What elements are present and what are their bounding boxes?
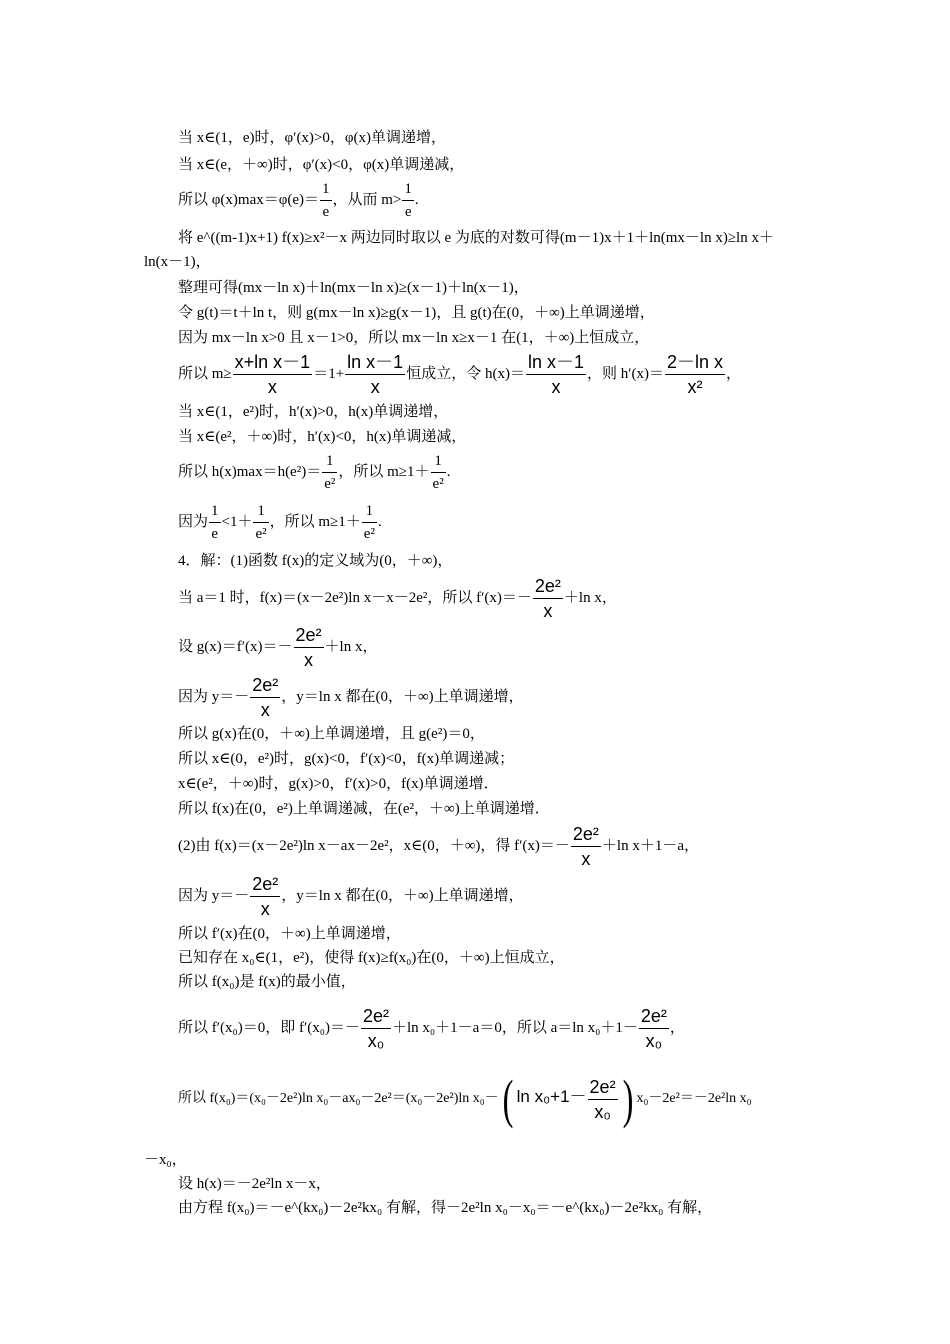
fx0-line <box>178 1069 752 1129</box>
numerator: 2－ln x <box>665 350 725 375</box>
text-line: 所以 g(x)在(0，＋∞)上单调递增，且 g(e²)＝0， <box>178 726 485 742</box>
text-line: 当 x∈(1，e)时，φ′(x)>0，φ(x)单调递增， <box>178 130 447 146</box>
denominator: e <box>211 526 219 542</box>
text: . <box>414 191 419 208</box>
text-line: 当 x∈(1，e²)时，h′(x)>0，h(x)单调递增， <box>178 404 449 420</box>
left-paren: ( <box>502 1069 514 1129</box>
text-line: 已知存在 x₀∈(1，e²)，使得 f(x)≥f(x₀)在(0，＋∞)上恒成立， <box>178 950 565 966</box>
a1-line <box>178 574 617 623</box>
fraction <box>233 350 313 399</box>
fraction <box>431 450 446 495</box>
numerator: ln x－1 <box>345 350 405 375</box>
text: 所以 f(x₀)＝(x₀－2e²)ln x₀－ax₀－2e²＝(x₀－2e²)ln x₀－ <box>178 1091 499 1107</box>
denominator: x <box>304 650 314 670</box>
fraction <box>253 500 268 545</box>
denominator: x₀ <box>367 1031 385 1051</box>
text-line: －x₀， <box>144 1152 187 1168</box>
text: . <box>377 513 382 530</box>
text: 所以 f′(x₀)＝0，即 f′(x₀)＝－ <box>178 1019 360 1036</box>
numerator: 2e² <box>571 822 601 847</box>
fraction <box>250 872 280 921</box>
text: ＋ln x＋1－a， <box>601 837 699 854</box>
text: ， <box>669 1019 685 1036</box>
fraction <box>588 1075 618 1124</box>
fraction <box>361 1004 391 1053</box>
g-def-line <box>178 623 377 672</box>
denominator: x <box>260 700 270 720</box>
text: (2)由 f(x)＝(x－2e²)ln x－ax－2e²，x∈(0，＋∞)，得 f′(x)＝－ <box>178 837 570 854</box>
text-line: ln(x－1)， <box>144 254 211 270</box>
numerator: 2e² <box>361 1004 391 1029</box>
fprime-zero-line <box>178 1004 685 1053</box>
fraction <box>209 500 221 545</box>
text-line: 当 x∈(e，＋∞)时，φ′(x)<0，φ(x)单调递减， <box>178 157 465 173</box>
fraction <box>320 178 332 223</box>
numerator: ln x－1 <box>526 350 586 375</box>
numerator: 2e² <box>250 673 280 698</box>
denominator: x <box>581 849 591 869</box>
denominator: x₀ <box>645 1031 663 1051</box>
part2-line <box>178 822 699 871</box>
y-increasing-line <box>178 673 524 722</box>
text: <1＋ <box>221 513 253 530</box>
text: ，则 h′(x)＝ <box>586 365 665 382</box>
denominator: x₀ <box>594 1101 611 1122</box>
m-inequality-line <box>178 350 741 399</box>
denominator: e² <box>255 526 267 542</box>
fraction <box>639 1004 669 1053</box>
denominator: x <box>260 899 270 919</box>
text-line: 因为 mx－ln x>0 且 x－1>0，所以 mx－ln x≥x－1 在(1，＋∞)上恒成立， <box>178 330 650 346</box>
text-line: 所以 f(x₀)是 f(x)的最小值， <box>178 974 356 990</box>
fraction <box>526 350 586 399</box>
text: 所以 m≥ <box>178 365 232 382</box>
numerator: 2e² <box>639 1004 669 1029</box>
text: x₀－2e²＝－2e²ln x₀ <box>636 1091 752 1107</box>
text-line: 由方程 f(x₀)＝－e^(kx₀)－2e²kx₀ 有解，得－2e²ln x₀－x₀＝－e^(kx₀)－2e²kx₀ 有解， <box>178 1200 713 1216</box>
numerator: 2e² <box>250 872 280 897</box>
text: 所以 φ(x)max＝φ(e)＝ <box>178 191 320 208</box>
numerator: 1 <box>320 178 332 201</box>
fraction <box>250 673 280 722</box>
fraction <box>294 623 324 672</box>
text: . <box>446 463 451 480</box>
numerator: 2e² <box>533 574 563 599</box>
text: 因为 y＝－ <box>178 688 250 705</box>
fraction <box>571 822 601 871</box>
text: ，所以 m≥1＋ <box>338 463 430 480</box>
text-line: 所以 f(x)在(0，e²)上单调递减，在(e²，＋∞)上单调递增． <box>178 801 550 817</box>
numerator: 1 <box>322 450 337 473</box>
because-line <box>178 500 382 545</box>
text: 当 a＝1 时，f(x)＝(x－2e²)ln x－x－2e²，所以 f′(x)＝－ <box>178 589 532 606</box>
text: ＝1+ <box>313 365 345 382</box>
fraction <box>402 178 414 223</box>
denominator: e² <box>432 476 444 492</box>
text: ，从而 m> <box>332 191 402 208</box>
denominator: x <box>551 377 561 397</box>
denominator: e² <box>363 526 375 542</box>
text: 恒成立，令 h(x)＝ <box>406 365 525 382</box>
denominator: x <box>267 377 277 397</box>
numerator: 2e² <box>294 623 324 648</box>
fraction <box>362 500 377 545</box>
denominator: x <box>543 601 553 621</box>
numerator: 2e² <box>588 1075 618 1100</box>
right-paren: ) <box>622 1069 633 1129</box>
fraction <box>345 350 405 399</box>
text: ＋ln x₀＋1－a＝0，所以 a＝ln x₀＋1－ <box>392 1019 638 1036</box>
denominator: x <box>370 377 380 397</box>
text-line: 当 x∈(e²，＋∞)时，h′(x)<0，h(x)单调递减， <box>178 429 467 445</box>
text: 设 g(x)＝f′(x)＝－ <box>178 638 293 655</box>
numerator: 1 <box>431 450 446 473</box>
text: ， <box>726 365 742 382</box>
text-line: 所以 f′(x)在(0，＋∞)上单调递增， <box>178 926 401 942</box>
fraction <box>322 450 337 495</box>
fraction <box>533 574 563 623</box>
text: ＋ln x， <box>563 589 617 606</box>
text: ，所以 m≥1＋ <box>269 513 361 530</box>
text-line: 令 g(t)＝t＋ln t，则 g(mx－ln x)≥g(x－1)，且 g(t)在(0，＋∞)上单调递增， <box>178 305 655 321</box>
text: ，y＝ln x 都在(0，＋∞)上单调递增， <box>281 688 524 705</box>
numerator: 1 <box>402 178 414 201</box>
numerator: 1 <box>362 500 377 523</box>
denominator: e <box>404 204 412 220</box>
text: 因为 y＝－ <box>178 887 250 904</box>
numerator: 1 <box>253 500 268 523</box>
y-increasing-line <box>178 872 524 921</box>
text: ＋ln x， <box>324 638 378 655</box>
text-line: 所以 x∈(0，e²)时，g(x)<0，f′(x)<0，f(x)单调递减； <box>178 751 515 767</box>
h-max-line <box>178 450 450 495</box>
numerator: x+ln x－1 <box>233 350 313 375</box>
text-line: 将 e^((m-1)x+1) f(x)≥x²－x 两边同时取以 e 为底的对数可得(m－1)x＋1＋ln(mx－ln x)≥ln x＋ <box>178 230 774 246</box>
text-line: x∈(e²，＋∞)时，g(x)>0，f′(x)>0，f(x)单调递增． <box>178 776 499 792</box>
numerator: 1 <box>209 500 221 523</box>
fraction <box>665 350 725 399</box>
text: 因为 <box>178 513 209 530</box>
text: ln x₀+1－ <box>516 1087 587 1107</box>
text: ，y＝ln x 都在(0，＋∞)上单调递增， <box>281 887 524 904</box>
denominator: x² <box>687 377 703 397</box>
denominator: e² <box>324 476 336 492</box>
phi-max-line <box>178 178 419 223</box>
denominator: e <box>322 204 330 220</box>
text-line: 整理可得(mx－ln x)＋ln(mx－ln x)≥(x－1)＋ln(x－1)， <box>178 280 529 296</box>
text-line: 4．解：(1)函数 f(x)的定义域为(0，＋∞)， <box>178 553 453 569</box>
text-line: 设 h(x)＝－2e²ln x－x， <box>178 1176 331 1192</box>
text: 所以 h(x)max＝h(e²)＝ <box>178 463 322 480</box>
